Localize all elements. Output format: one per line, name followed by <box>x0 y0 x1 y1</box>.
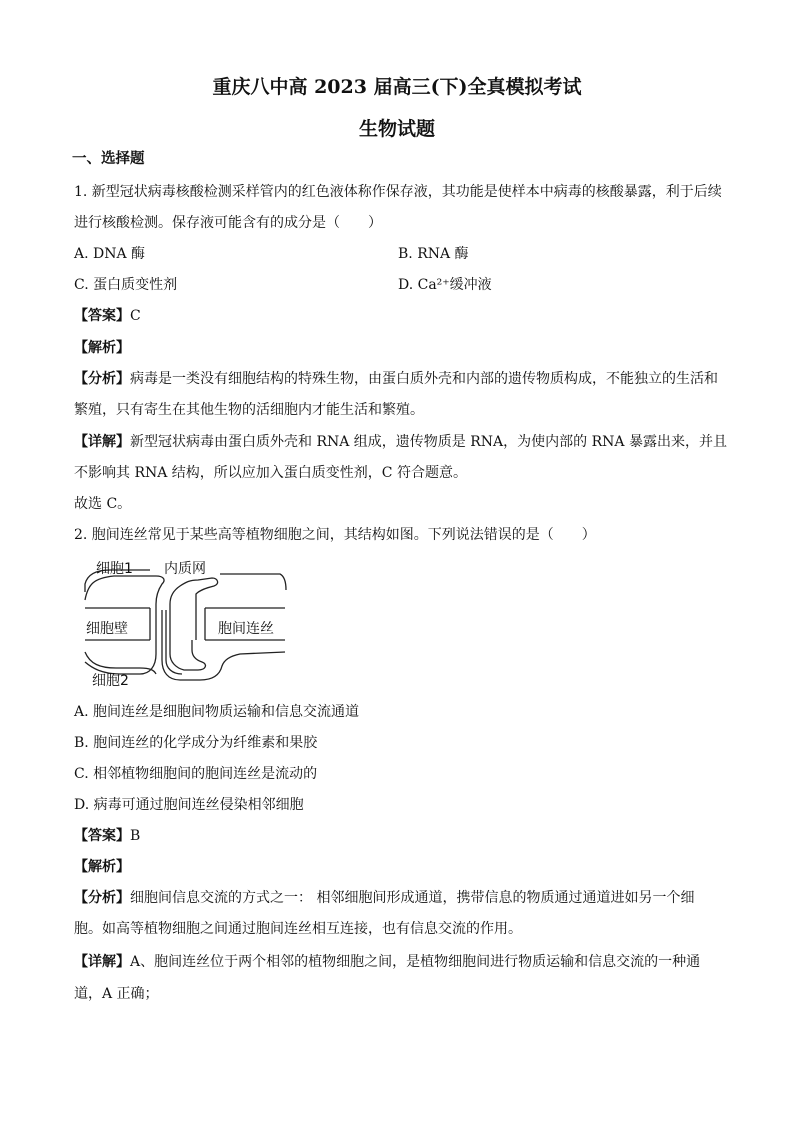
fenxi-tag: 【分析】 <box>74 890 130 906</box>
label-cell1: 细胞1 <box>96 561 133 577</box>
answer-value: B <box>130 828 141 844</box>
q2-fenxi-line1 <box>74 889 694 907</box>
q1-analysis-tag: 【解析】 <box>74 340 130 356</box>
q1-option-b: B. RNA 酶 <box>398 246 469 262</box>
detail-text: 新型冠状病毒由蛋白质外壳和 RNA 组成，遗传物质是 RNA，为使内部的 RNA 暴露出来，并且 <box>130 434 727 450</box>
fenxi-text: 病毒是一类没有细胞结构的特殊生物，由蛋白质外壳和内部的遗传物质构成，不能独立的生活和 <box>130 371 718 387</box>
q1-fenxi-line2: 繁殖，只有寄生在其他生物的活细胞内才能生活和繁殖。 <box>74 402 424 418</box>
q1-option-c: C. 蛋白质变性剂 <box>74 277 178 293</box>
q1-detail-line2: 不影响其 RNA 结构，所以应加入蛋白质变性剂，C 符合题意。 <box>74 465 467 481</box>
plasmodesma-diagram <box>80 556 290 690</box>
answer-tag: 【答案】 <box>74 308 130 324</box>
q2-answer <box>74 827 140 845</box>
q1-stem-line2: 进行核酸检测。保存液可能含有的成分是（ ） <box>74 215 382 231</box>
q2-analysis-tag: 【解析】 <box>74 859 130 875</box>
label-plasmodesma: 胞间连丝 <box>218 621 274 637</box>
q2-option-d: D. 病毒可通过胞间连丝侵染相邻细胞 <box>74 797 304 813</box>
q1-fenxi-line1 <box>74 370 718 388</box>
fenxi-tag: 【分析】 <box>74 371 130 387</box>
answer-tag: 【答案】 <box>74 828 130 844</box>
subject-title: 生物试题 <box>358 118 435 140</box>
q1-detail-line1 <box>74 433 727 451</box>
q1-answer <box>74 307 141 325</box>
label-er: 内质网 <box>164 561 206 577</box>
section-heading: 一、选择题 <box>72 150 145 167</box>
answer-value: C <box>130 308 141 324</box>
q2-option-b: B. 胞间连丝的化学成分为纤维素和果胶 <box>74 735 318 751</box>
q2-stem: 2. 胞间连丝常见于某些高等植物细胞之间，其结构如图。下列说法错误的是（ ） <box>74 527 596 543</box>
detail-text: A、胞间连丝位于两个相邻的植物细胞之间，是植物细胞间进行物质运输和信息交流的一种通 <box>130 954 701 970</box>
detail-tag: 【详解】 <box>74 954 130 970</box>
label-cell2: 细胞2 <box>92 673 129 689</box>
q1-option-d: D. Ca²⁺缓冲液 <box>398 277 492 293</box>
q1-option-a: A. DNA 酶 <box>74 246 146 262</box>
q2-option-a: A. 胞间连丝是细胞间物质运输和信息交流通道 <box>74 704 360 720</box>
q2-fenxi-line2: 胞。如高等植物细胞之间通过胞间连丝相互连接，也有信息交流的作用。 <box>74 921 522 937</box>
detail-tag: 【详解】 <box>74 434 130 450</box>
q2-detail-line2: 道，A 正确； <box>74 986 159 1002</box>
fenxi-text: 细胞间信息交流的方式之一： 相邻细胞间形成通道，携带信息的物质通过通道进如另一个细 <box>130 890 695 906</box>
exam-title: 重庆八中高 2023 届高三(下)全真模拟考试 <box>212 76 582 98</box>
q1-stem-line1: 1. 新型冠状病毒核酸检测采样管内的红色液体称作保存液，其功能是使样本中病毒的核酸暴露，利于后续 <box>74 184 722 200</box>
q2-detail-line1 <box>74 953 700 971</box>
q1-conclusion: 故选 C。 <box>74 496 132 512</box>
q2-option-c: C. 相邻植物细胞间的胞间连丝是流动的 <box>74 766 318 782</box>
label-cell-wall: 细胞壁 <box>86 621 128 637</box>
